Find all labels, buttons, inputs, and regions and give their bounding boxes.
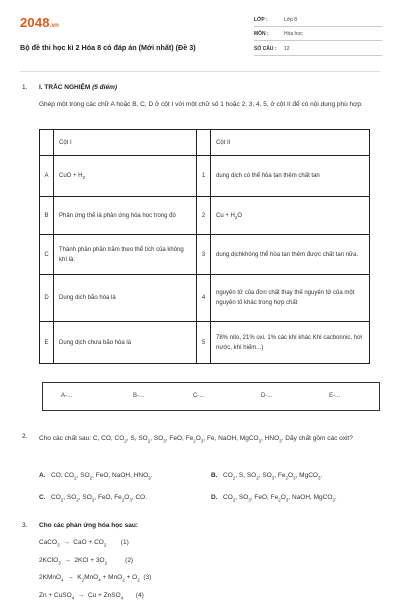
row-number: 1	[197, 156, 211, 197]
row-left: CuO + $H_2$	[54, 156, 197, 197]
reaction-line: 2KClO$_3$ → $2KCl + 3O_2$ (2)	[39, 557, 134, 566]
answer-blank-c[interactable]: C-...	[193, 393, 205, 399]
row-key: E	[40, 322, 54, 364]
answer-blank-d[interactable]: D-...	[261, 393, 273, 399]
table-header-row	[40, 130, 370, 156]
section-points: (5 điểm)	[92, 84, 118, 91]
option-c[interactable]: C. $CO_2$, $SO_2$, $SO_3$, FeO, $Fe_2O_3$, CO.	[39, 494, 148, 503]
site-logo[interactable]: 2048.vn	[20, 15, 60, 30]
column-header: Cột II	[211, 130, 370, 156]
header-divider	[20, 71, 380, 72]
row-right: nguyên tử của đơn chất thay thế nguyên tử của một nguyên tố khác trong hợp chất	[211, 275, 370, 322]
row-right: $Cu + H_2O$	[211, 197, 370, 235]
row-key: B	[40, 197, 54, 235]
row-left: Thành phần phần trăm theo thể tích của không khí là:	[54, 235, 197, 275]
option-b[interactable]: B. $CO_2$, S, $SO_2$, $SO_3$, $Fe_2O_3$, MgCO$_3$.	[211, 472, 323, 481]
row-key: C	[40, 235, 54, 275]
meta-class-value: Lớp 8	[284, 17, 298, 23]
question-text: Cho các chất sau: C, CO, $CO_2$, S, $SO_2$, $SO_3$, FeO, $Fe_2O_3$, Fe, NaOH, MgCO$_3$, $HNO_3$. Dãy chất gồm các oxit?	[39, 435, 353, 444]
row-number: 4	[197, 275, 211, 322]
table-row	[40, 235, 370, 275]
table-cell	[40, 130, 54, 156]
answer-blank-e[interactable]: E-...	[329, 393, 341, 399]
answer-box	[42, 382, 380, 411]
document-title: Bộ đề thi học kì 2 Hóa 8 có đáp án (Mới nhất) (Đề 3)	[20, 43, 196, 52]
question-number: 3.	[22, 522, 28, 529]
page-header	[20, 10, 380, 70]
row-left: Dung dịch bão hòa là	[54, 275, 197, 322]
row-number: 2	[197, 197, 211, 235]
question-number: 2.	[22, 433, 28, 440]
question-instruction: Ghép một trong các chữ A hoặc B, C, D ở cột I với một chữ số 1 hoặc 2, 3, 4, 5, ở cột II để có nội dung phù hợp.	[39, 101, 363, 108]
row-number: 5	[197, 322, 211, 364]
row-left: Phản ứng thế là phản ứng hóa học trong đó	[54, 197, 197, 235]
row-number: 3	[197, 235, 211, 275]
meta-subject-value: Hóa học	[284, 31, 303, 37]
row-key: D	[40, 275, 54, 322]
column-header: Cột I	[54, 130, 197, 156]
question-text: Cho các phản ứng hóa học sau:	[39, 522, 138, 529]
reaction-line: Zn + CuSO$_4$ → Cu + ZnSO$_4$ (4)	[39, 592, 144, 600]
reaction-line: CaCO$_3$ → CaO + $CO_2$ (1)	[39, 539, 129, 548]
divider	[254, 40, 382, 41]
row-right: dung dịch có thể hòa tan thêm chất tan	[211, 156, 370, 197]
row-key: A	[40, 156, 54, 197]
meta-count-value: 12	[284, 46, 290, 52]
option-d[interactable]: D. $CO_2$, $SO_3$, FeO, $Fe_2O_3$, NaOH, MgCO$_3$.	[211, 494, 337, 503]
divider	[254, 55, 382, 56]
option-a[interactable]: A. CO, $CO_2$, $SO_2$, FeO, NaOH, $HNO_3$.	[39, 472, 153, 481]
table-row	[40, 197, 370, 235]
row-right: 78% nito, 21% oxi, 1% các khí khác Khí cacbonnic, hơi nước, khí hiếm...)	[211, 322, 370, 364]
table-row	[40, 275, 370, 322]
divider	[254, 26, 382, 27]
meta-subject-label: MÔN :	[254, 31, 269, 37]
answer-blank-b[interactable]: B-...	[133, 393, 145, 399]
matching-table	[39, 129, 370, 364]
table-cell	[197, 130, 211, 156]
meta-class-label: LỚP :	[254, 17, 268, 23]
table-row	[40, 156, 370, 197]
row-left: Dung dịch chưa bão hòa là	[54, 322, 197, 364]
table-row	[40, 322, 370, 364]
meta-count-label: SỐ CÂU :	[254, 46, 277, 52]
question-number: 1.	[22, 84, 28, 91]
answer-blank-a[interactable]: A-...	[61, 393, 73, 399]
reaction-line: 2KMnO$_4$ → $K_2MnO_4 + MnO_2 + O_2$ (3)	[39, 574, 152, 583]
row-right: dung dịchkhông thể hòa tan thêm được chất tan nữa.	[211, 235, 370, 275]
section-title: I. TRẮC NGHIỆM (5 điểm)	[39, 84, 118, 91]
